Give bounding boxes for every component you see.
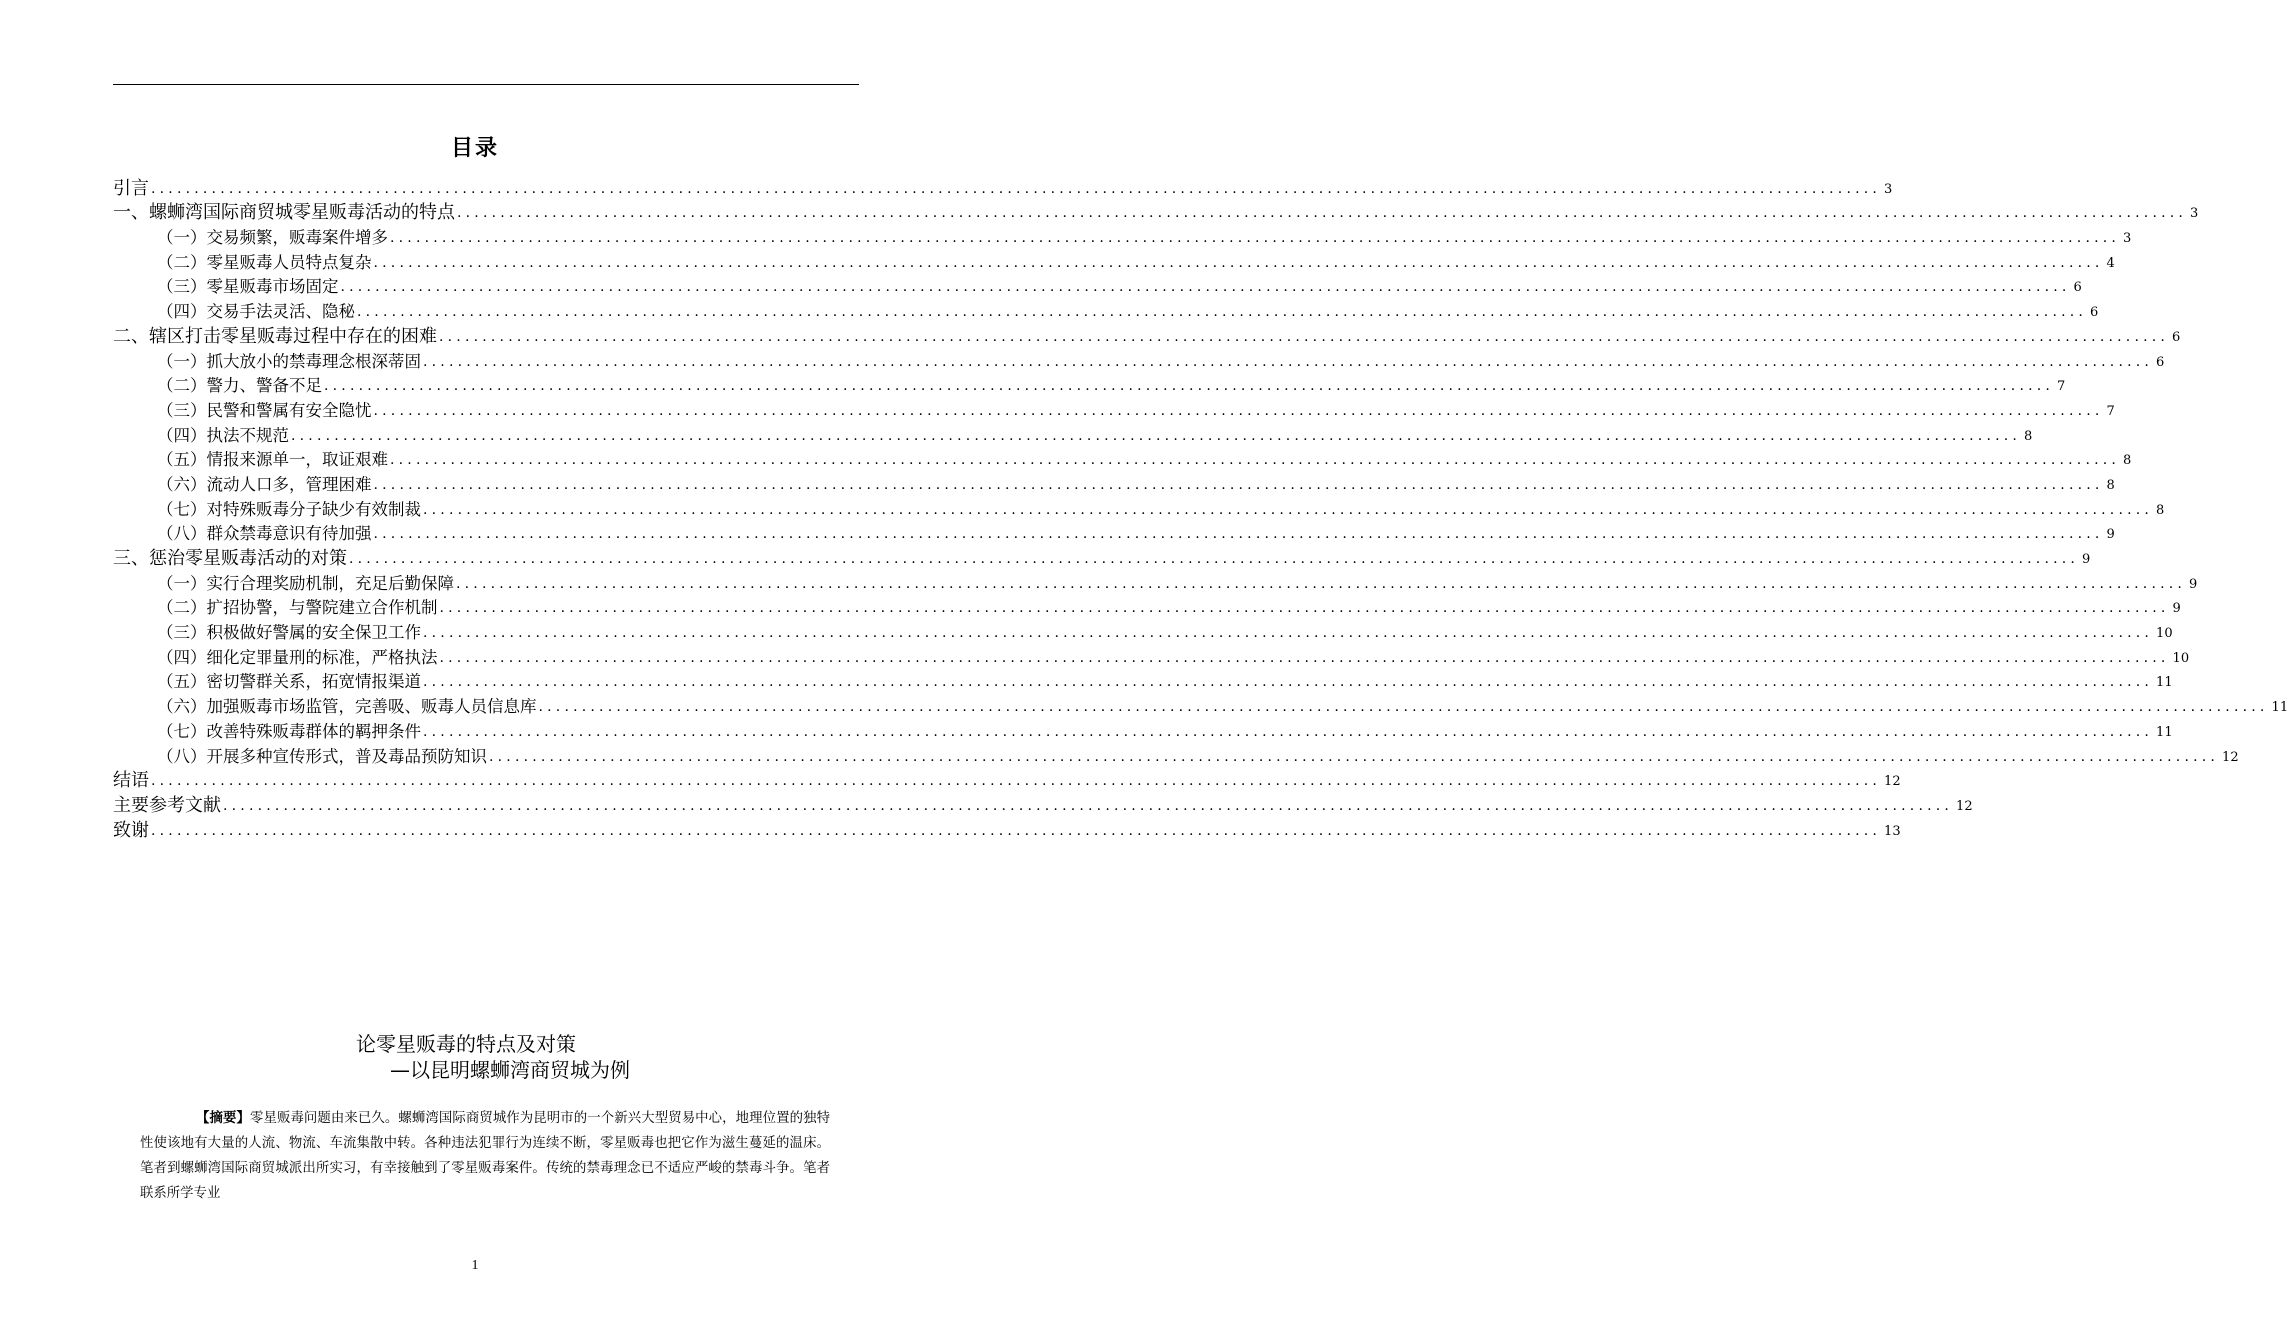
toc-entry-label: 致谢 [113, 819, 149, 841]
toc-entry-label: （四）细化定罪量刑的标准，严格执法 [157, 647, 438, 667]
toc-entry-page: 9 [2172, 601, 2181, 617]
toc-entry-page: 6 [2156, 354, 2165, 370]
toc-entry-label: （三）零星贩毒市场固定 [157, 277, 339, 297]
toc-entry[interactable] [113, 200, 2199, 225]
toc-entry[interactable] [113, 545, 2091, 570]
toc-entry-page: 12 [1956, 798, 1973, 814]
toc-dot-leader: ........................................................................................................................................................................................................ [373, 526, 2104, 543]
toc-dot-leader: ........................................................................................................................................................................................................ [538, 699, 2269, 716]
toc-entry[interactable] [113, 471, 2115, 496]
toc-entry[interactable] [113, 644, 2190, 669]
toc-entry-label: （五）情报来源单一，取证艰难 [157, 450, 388, 470]
toc-entry-page: 6 [2172, 329, 2181, 345]
toc-entry[interactable] [113, 298, 2099, 323]
toc-entry-page: 8 [2123, 453, 2132, 469]
toc-dot-leader: ........................................................................................................................................................................................................ [373, 476, 2104, 493]
toc-entry-page: 8 [2156, 502, 2165, 518]
toc-entry-label: （七）对特殊贩毒分子缺少有效制裁 [157, 499, 421, 519]
toc-dot-leader: ........................................................................................................................................................................................................ [439, 328, 2170, 345]
toc-entry[interactable] [113, 817, 1901, 842]
toc-dot-leader: ........................................................................................................................................................................................................ [349, 551, 2080, 567]
toc-entry-label: 结语 [113, 770, 149, 792]
toc-dot-leader: ........................................................................................................................................................................................................ [423, 625, 2154, 642]
toc-entry-page: 10 [2156, 626, 2173, 642]
toc-entry[interactable] [113, 348, 2165, 373]
toc-entry-page: 3 [2190, 206, 2199, 222]
toc-entry[interactable] [113, 323, 2181, 348]
toc-entry-label: （八）群众禁毒意识有待加强 [157, 524, 372, 544]
toc-entry[interactable] [113, 373, 2066, 398]
toc-entry-label: （二）扩招协警，与警院建立合作机制 [157, 598, 438, 618]
toc-dot-leader: ........................................................................................................................................................................................................ [291, 427, 2022, 444]
toc-entry-label: （四）交易手法灵活、隐秘 [157, 302, 355, 322]
toc-dot-leader: ........................................................................................................................................................................................................ [439, 649, 2170, 666]
toc-entry-label: 三、惩治零星贩毒活动的对策 [113, 548, 347, 569]
header-rule [113, 84, 859, 85]
toc-entry-page: 4 [2106, 255, 2115, 271]
toc-entry-label: 引言 [113, 177, 149, 199]
toc-entry-page: 9 [2189, 576, 2198, 592]
abstract-text: 零星贩毒问题由来已久。螺蛳湾国际商贸城作为昆明市的一个新兴大型贸易中心，地理位置的独特性使该地有大量的人流、物流、车流集散中转。各种违法犯罪行为连续不断，零星贩毒也把它作为滋生蔓延的温床。笔者到螺蛳湾国际商贸城派出所实习，有幸接触到了零星贩毒案件。传统的禁毒理念已不适应严峻的禁毒斗争。笔者联系所学专业 [140, 1111, 830, 1201]
toc-entry-page: 8 [2106, 477, 2115, 493]
toc-dot-leader: ........................................................................................................................................................................................................ [390, 452, 2121, 469]
toc-dot-leader: ........................................................................................................................................................................................................ [439, 600, 2170, 617]
toc-entry[interactable] [113, 743, 2239, 768]
toc-dot-leader: ........................................................................................................................................................................................................ [151, 180, 1882, 197]
toc-dot-leader: ........................................................................................................................................................................................................ [324, 378, 2055, 395]
toc-entry-page: 8 [2024, 428, 2033, 444]
table-of-contents [113, 175, 2288, 842]
toc-dot-leader: ........................................................................................................................................................................................................ [489, 748, 2220, 765]
toc-entry[interactable] [113, 422, 2033, 447]
toc-entry-page: 9 [2106, 527, 2115, 543]
toc-entry-page: 3 [2123, 231, 2132, 247]
toc-entry-label: （一）抓大放小的禁毒理念根深蒂固 [157, 351, 421, 371]
abstract-label: 【摘要】 [196, 1110, 250, 1126]
toc-entry-page: 6 [2090, 305, 2099, 321]
toc-entry-page: 12 [1884, 774, 1901, 790]
toc-entry-page: 11 [2271, 700, 2288, 716]
toc-dot-leader: ........................................................................................................................................................................................................ [423, 353, 2154, 370]
toc-entry-page: 7 [2057, 379, 2066, 395]
toc-entry-page: 7 [2106, 403, 2115, 419]
toc-entry-label: （四）执法不规范 [157, 425, 289, 445]
toc-dot-leader: ........................................................................................................................................................................................................ [340, 279, 2071, 296]
toc-entry[interactable] [113, 768, 1901, 793]
toc-entry-label: （八）开展多种宣传形式，普及毒品预防知识 [157, 746, 487, 766]
toc-dot-leader: ........................................................................................................................................................................................................ [151, 822, 1882, 839]
toc-entry-label: （六）加强贩毒市场监管，完善吸、贩毒人员信息库 [157, 697, 537, 717]
toc-dot-leader: ........................................................................................................................................................................................................ [423, 501, 2154, 518]
toc-entry[interactable] [113, 274, 2082, 299]
toc-dot-leader: ........................................................................................................................................................................................................ [373, 254, 2104, 271]
toc-entry-page: 11 [2156, 675, 2173, 691]
toc-entry-label: （七）改善特殊贩毒群体的羁押条件 [157, 721, 421, 741]
toc-entry-label: 主要参考文献 [113, 794, 221, 816]
toc-entry-page: 9 [2082, 552, 2091, 567]
toc-entry-label: （六）流动人口多，管理困难 [157, 474, 372, 494]
toc-entry[interactable] [113, 447, 2132, 472]
toc-entry-page: 6 [2073, 280, 2082, 296]
toc-entry[interactable] [113, 619, 2173, 644]
page-number: 1 [471, 1258, 479, 1273]
toc-entry-label: （二）零星贩毒人员特点复杂 [157, 252, 372, 272]
toc-entry-label: （一）实行合理奖励机制，充足后勤保障 [157, 573, 454, 593]
toc-entry-page: 3 [1884, 181, 1893, 197]
toc-entry[interactable] [113, 249, 2115, 274]
toc-dot-leader: ........................................................................................................................................................................................................ [223, 797, 1954, 814]
toc-entry[interactable] [113, 718, 2173, 743]
toc-entry[interactable] [113, 397, 2115, 422]
toc-dot-leader: ........................................................................................................................................................................................................ [423, 723, 2154, 740]
toc-entry[interactable] [113, 693, 2288, 718]
toc-dot-leader: ........................................................................................................................................................................................................ [390, 230, 2121, 247]
toc-entry-label: （五）密切警群关系，拓宽情报渠道 [157, 672, 421, 692]
toc-entry-label: （二）警力、警备不足 [157, 376, 322, 396]
toc-entry[interactable] [113, 224, 2132, 249]
toc-dot-leader: ........................................................................................................................................................................................................ [151, 773, 1882, 790]
toc-entry[interactable] [113, 669, 2173, 694]
toc-entry-page: 11 [2156, 724, 2173, 740]
toc-entry-label: 一、螺蛳湾国际商贸城零星贩毒活动的特点 [113, 202, 455, 224]
toc-dot-leader: ........................................................................................................................................................................................................ [423, 674, 2154, 691]
toc-dot-leader: ........................................................................................................................................................................................................ [357, 304, 2088, 321]
toc-entry-page: 13 [1884, 823, 1901, 839]
toc-entry-page: 10 [2172, 650, 2190, 666]
paper-subtitle: —以昆明螺蛳湾商贸城为例 [390, 1058, 630, 1082]
toc-dot-leader: ........................................................................................................................................................................................................ [456, 575, 2187, 592]
toc-entry[interactable] [113, 496, 2165, 521]
toc-entry[interactable] [113, 175, 1893, 200]
toc-entry-label: （三）民警和警属有安全隐忧 [157, 400, 372, 420]
toc-entry[interactable] [113, 595, 2181, 620]
toc-dot-leader: ........................................................................................................................................................................................................ [373, 402, 2104, 419]
toc-entry-label: （一）交易频繁，贩毒案件增多 [157, 228, 388, 248]
paper-title: 论零星贩毒的特点及对策 [356, 1032, 576, 1056]
toc-entry-label: 二、辖区打击零星贩毒过程中存在的困难 [113, 325, 437, 347]
toc-entry-label: （三）积极做好警属的安全保卫工作 [157, 623, 421, 643]
abstract-paragraph [140, 1106, 830, 1206]
toc-entry[interactable] [113, 792, 1973, 817]
toc-entry-page: 12 [2222, 749, 2239, 765]
toc-entry[interactable] [113, 521, 2115, 546]
toc-title: 目录 [450, 136, 499, 161]
toc-dot-leader: ........................................................................................................................................................................................................ [457, 205, 2188, 222]
toc-entry[interactable] [113, 570, 2198, 595]
